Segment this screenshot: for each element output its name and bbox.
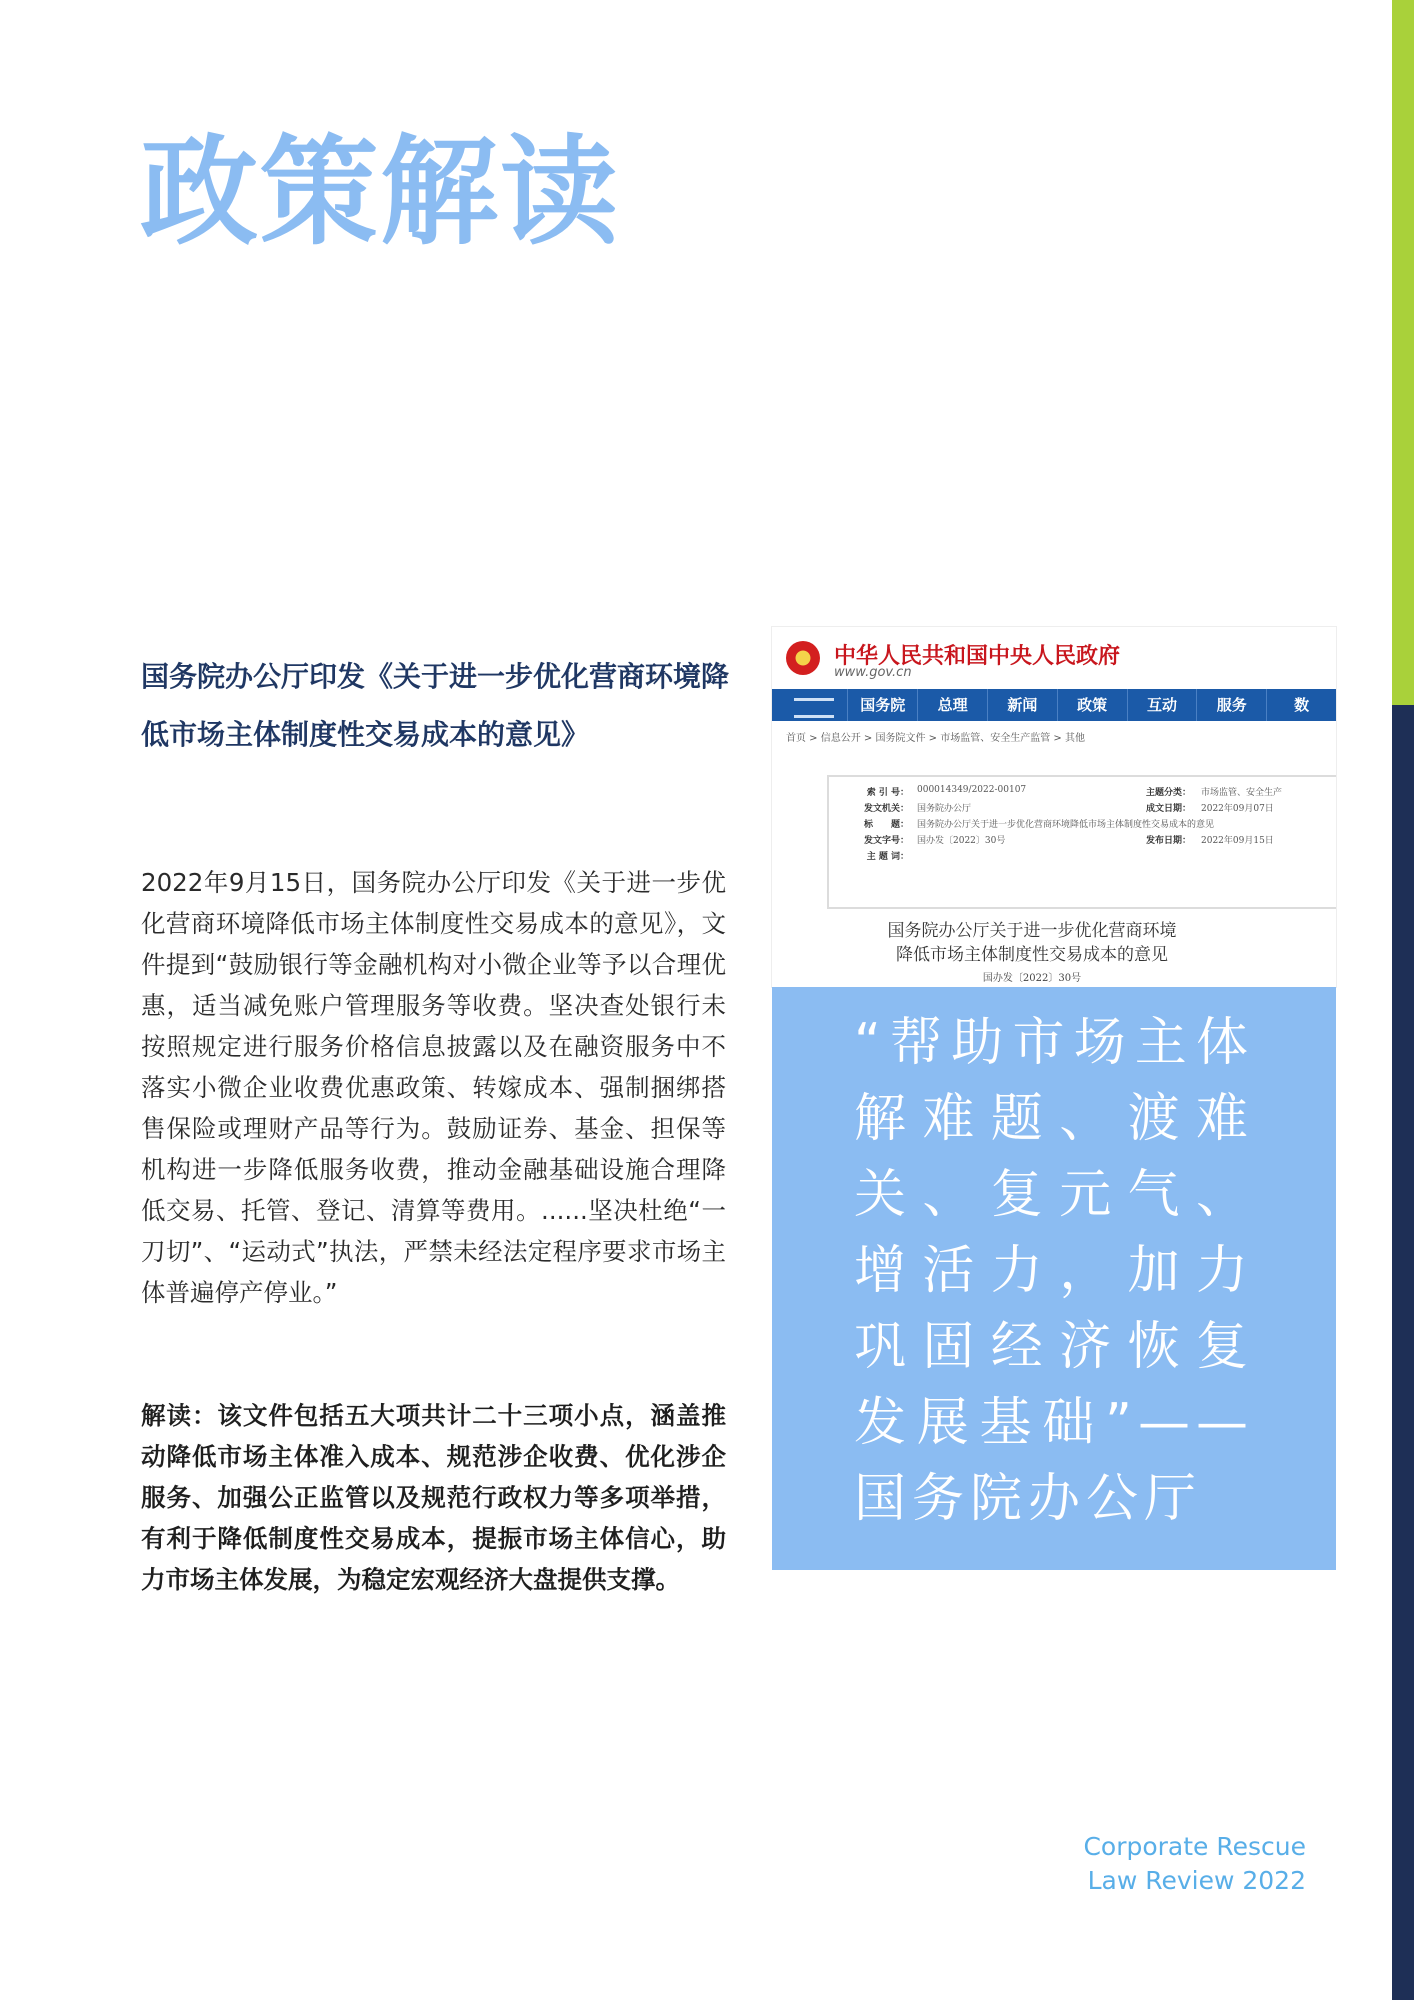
side-bar-green: [1392, 0, 1414, 705]
gov-nav-item: 数: [1266, 689, 1336, 721]
meta-value: 2022年09月07日: [1201, 804, 1274, 814]
meta-row: [829, 801, 1336, 815]
footer-line: Law Review 2022: [1087, 1866, 1306, 1895]
gov-header: [772, 627, 1336, 685]
national-emblem-icon: [786, 641, 820, 675]
meta-label: 发文机关：: [863, 804, 909, 814]
meta-label: 主题分类：: [1145, 788, 1191, 798]
gov-site-name: 中华人民共和国中央人民政府: [834, 644, 1121, 669]
body-paragraph: 2022年9月15日，国务院办公厅印发《关于进一步优化营商环境降低市场主体制度性交易成本的意见》，文件提到“鼓励银行等金融机构对小微企业等予以合理优惠，适当减免账户管理服务等收费。坚决查处银行未按照规定进行服务价格信息披露以及在融资服务中不落实小微企业收费优惠政策、转嫁成本、强制捆绑搭售保险或理财产品等行为。鼓励证券、基金、担保等机构进一步降低服务收费，推动金融基础设施合理降低交易、托管、登记、清算等费用。......坚决杜绝“一刀切”、“运动式”执法，严禁未经法定程序要求市场主体普遍停产停业。”: [141, 868, 726, 1307]
side-bar-navy: [1392, 705, 1414, 2000]
meta-value: 000014349/2022-00107: [917, 785, 1027, 795]
meta-label: 成文日期：: [1145, 804, 1191, 814]
meta-label: 发文字号：: [863, 836, 909, 846]
tiananmen-icon: [772, 689, 847, 721]
gov-breadcrumb: 首页 > 信息公开 > 国务院文件 > 市场监管、安全生产监管 > 其他: [786, 733, 1085, 744]
footer-line: Corporate Rescue: [1083, 1832, 1306, 1861]
meta-value: 国办发〔2022〕30号: [917, 836, 1006, 846]
meta-row: [829, 833, 1336, 847]
gov-doc-title-line: 降低市场主体制度性交易成本的意见: [896, 945, 1168, 965]
page-title: 政策解读: [140, 123, 621, 261]
meta-value: 市场监管、安全生产: [1201, 788, 1283, 798]
gov-meta-box: [827, 775, 1336, 909]
meta-label: 索 引 号：: [866, 788, 909, 798]
gov-site-url: www.gov.cn: [834, 665, 912, 680]
meta-label: 发布日期：: [1145, 836, 1191, 846]
gov-nav-item: 服务: [1196, 689, 1266, 721]
meta-value: 2022年09月15日: [1201, 836, 1274, 846]
gov-doc-number: 国办发〔2022〕30号: [982, 973, 1082, 984]
gov-nav-item: 国务院: [847, 689, 917, 721]
meta-row: [829, 785, 1336, 799]
meta-row: [829, 817, 1336, 831]
meta-label: 主 题 词：: [866, 852, 909, 862]
article-heading: 国务院办公厅印发《关于进一步优化营商环境降低市场主体制度性交易成本的意见》: [141, 660, 730, 751]
meta-label: 标 题：: [863, 820, 909, 830]
gov-website-screenshot: [772, 627, 1336, 987]
gov-nav-item: 互动: [1127, 689, 1197, 721]
gov-nav-item: 政策: [1057, 689, 1127, 721]
gov-nav-item: 新闻: [987, 689, 1057, 721]
gov-doc-title: [772, 919, 1292, 967]
meta-value: 国务院办公厅关于进一步优化营商环境降低市场主体制度性交易成本的意见: [917, 820, 1215, 830]
interpretation-paragraph: 解读：该文件包括五大项共计二十三项小点，涵盖推动降低市场主体准入成本、规范涉企收费、优化涉企服务、加强公正监管以及规范行政权力等多项举措，有利于降低制度性交易成本，提振市场主体信心，助力市场主体发展，为稳定宏观经济大盘提供支撑。: [141, 1401, 726, 1594]
gov-doc-title-line: 国务院办公厅关于进一步优化营商环境: [887, 921, 1177, 941]
quote-text: “帮助市场主体解难题、渡难关、复元气、增活力，加力巩固经济恢复发展基础”—— 国务院办公厅: [854, 1013, 1254, 1529]
gov-nav-item: 总理: [917, 689, 987, 721]
gov-nav-bar: [772, 689, 1336, 721]
quote-box: [772, 987, 1336, 1570]
meta-value: 国务院办公厅: [917, 804, 972, 814]
footer: [1083, 1830, 1306, 1898]
meta-row: [829, 849, 1336, 863]
